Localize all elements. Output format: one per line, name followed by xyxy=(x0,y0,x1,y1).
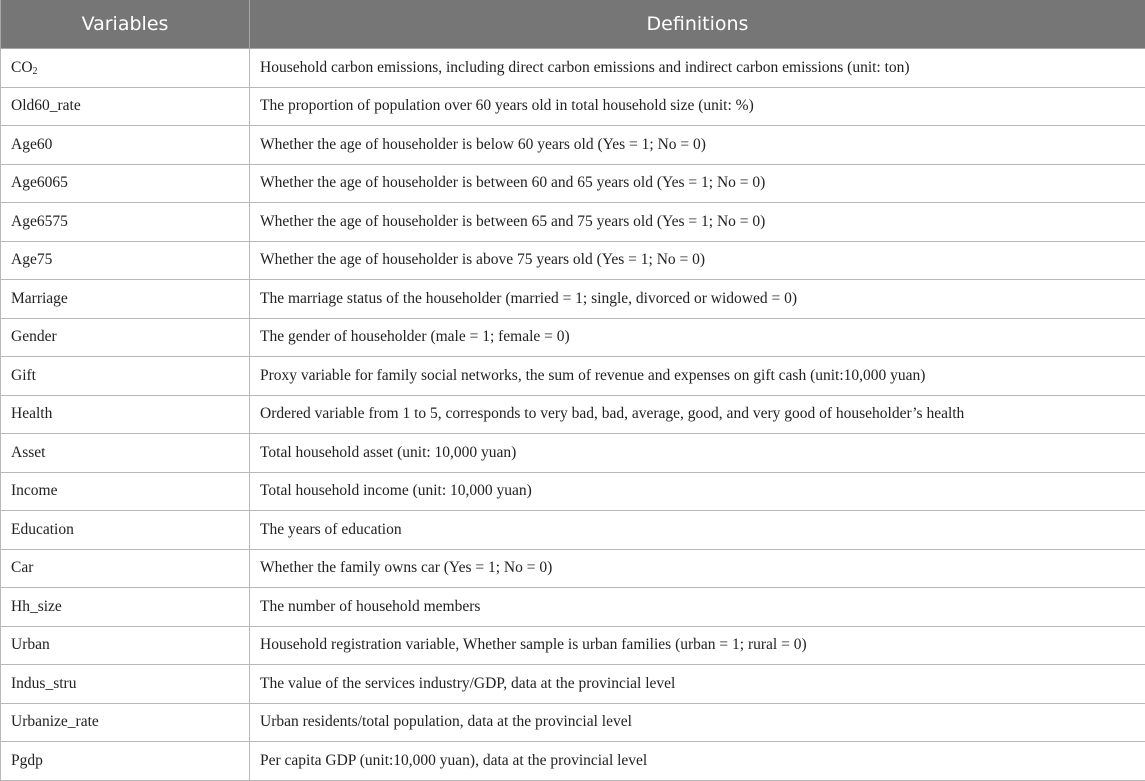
definition-cell: The years of education xyxy=(250,511,1145,550)
table-row xyxy=(1,49,1145,88)
header-row xyxy=(1,0,1145,49)
variable-cell xyxy=(1,549,250,588)
table-row xyxy=(1,280,1145,319)
table-row xyxy=(1,395,1145,434)
variable-cell xyxy=(1,742,250,781)
definition-cell: Household carbon emissions, including direct carbon emissions and indirect carbon emissions (unit: ton) xyxy=(250,49,1145,88)
variable-name: CO xyxy=(11,59,33,76)
table-row xyxy=(1,126,1145,165)
variable-cell xyxy=(1,472,250,511)
variable-name: Old60_rate xyxy=(11,97,81,114)
table-row xyxy=(1,357,1145,396)
variable-cell xyxy=(1,626,250,665)
definition-cell: The marriage status of the householder (married = 1; single, divorced or widowed = 0) xyxy=(250,280,1145,319)
variable-name: Asset xyxy=(11,444,45,461)
variable-cell xyxy=(1,87,250,126)
variable-cell xyxy=(1,511,250,550)
variable-cell xyxy=(1,665,250,704)
definition-cell: Per capita GDP (unit:10,000 yuan), data at the provincial level xyxy=(250,742,1145,781)
variable-subscript: 2 xyxy=(33,66,38,77)
table-row xyxy=(1,703,1145,742)
variable-cell xyxy=(1,203,250,242)
definition-cell: Whether the age of householder is between 60 and 65 years old (Yes = 1; No = 0) xyxy=(250,164,1145,203)
variable-cell xyxy=(1,395,250,434)
table-row xyxy=(1,318,1145,357)
definition-cell: Household registration variable, Whether sample is urban families (urban = 1; rural = 0) xyxy=(250,626,1145,665)
variable-name: Gender xyxy=(11,328,57,345)
variable-name: Gift xyxy=(11,367,36,384)
definition-cell: Urban residents/total population, data at the provincial level xyxy=(250,703,1145,742)
variable-cell xyxy=(1,49,250,88)
definition-cell: Total household income (unit: 10,000 yuan) xyxy=(250,472,1145,511)
definition-cell: Proxy variable for family social networks, the sum of revenue and expenses on gift cash (unit:10,000 yuan) xyxy=(250,357,1145,396)
definition-cell: Whether the age of householder is below 60 years old (Yes = 1; No = 0) xyxy=(250,126,1145,165)
table-row xyxy=(1,164,1145,203)
variable-name: Income xyxy=(11,482,57,499)
definition-cell: The proportion of population over 60 years old in total household size (unit: %) xyxy=(250,87,1145,126)
variable-name: Car xyxy=(11,559,33,576)
header-variables: Variables xyxy=(1,0,250,49)
table-row xyxy=(1,472,1145,511)
variable-name: Age60 xyxy=(11,136,52,153)
variable-cell xyxy=(1,241,250,280)
definition-cell: Ordered variable from 1 to 5, corresponds to very bad, bad, average, good, and very good of householder’s health xyxy=(250,395,1145,434)
variable-name: Health xyxy=(11,405,52,422)
variable-name: Urban xyxy=(11,636,50,653)
table-body xyxy=(1,49,1145,781)
variable-name: Marriage xyxy=(11,290,68,307)
table-row xyxy=(1,434,1145,473)
definition-cell: Whether the family owns car (Yes = 1; No = 0) xyxy=(250,549,1145,588)
definition-cell: The value of the services industry/GDP, data at the provincial level xyxy=(250,665,1145,704)
variable-cell xyxy=(1,280,250,319)
variable-cell xyxy=(1,588,250,627)
table-row xyxy=(1,241,1145,280)
variable-name: Pgdp xyxy=(11,752,43,769)
table-row xyxy=(1,203,1145,242)
variable-name: Urbanize_rate xyxy=(11,713,99,730)
table-row xyxy=(1,665,1145,704)
definition-cell: The number of household members xyxy=(250,588,1145,627)
table-row xyxy=(1,511,1145,550)
definition-cell: Whether the age of householder is between 65 and 75 years old (Yes = 1; No = 0) xyxy=(250,203,1145,242)
definition-cell: Whether the age of householder is above 75 years old (Yes = 1; No = 0) xyxy=(250,241,1145,280)
variable-cell xyxy=(1,434,250,473)
variable-cell xyxy=(1,703,250,742)
table-row xyxy=(1,87,1145,126)
definition-cell: The gender of householder (male = 1; female = 0) xyxy=(250,318,1145,357)
variable-name: Hh_size xyxy=(11,598,62,615)
variable-name: Age6065 xyxy=(11,174,68,191)
table-row xyxy=(1,626,1145,665)
variable-name: Education xyxy=(11,521,74,538)
variable-name: Age6575 xyxy=(11,213,68,230)
variable-cell xyxy=(1,126,250,165)
definition-cell: Total household asset (unit: 10,000 yuan) xyxy=(250,434,1145,473)
table-header xyxy=(1,0,1145,49)
table-row xyxy=(1,742,1145,781)
variable-name: Age75 xyxy=(11,251,52,268)
table-row xyxy=(1,588,1145,627)
variable-name: Indus_stru xyxy=(11,675,76,692)
variable-cell xyxy=(1,318,250,357)
variable-cell xyxy=(1,357,250,396)
variable-cell xyxy=(1,164,250,203)
table-row xyxy=(1,549,1145,588)
header-definitions: Definitions xyxy=(250,0,1145,49)
